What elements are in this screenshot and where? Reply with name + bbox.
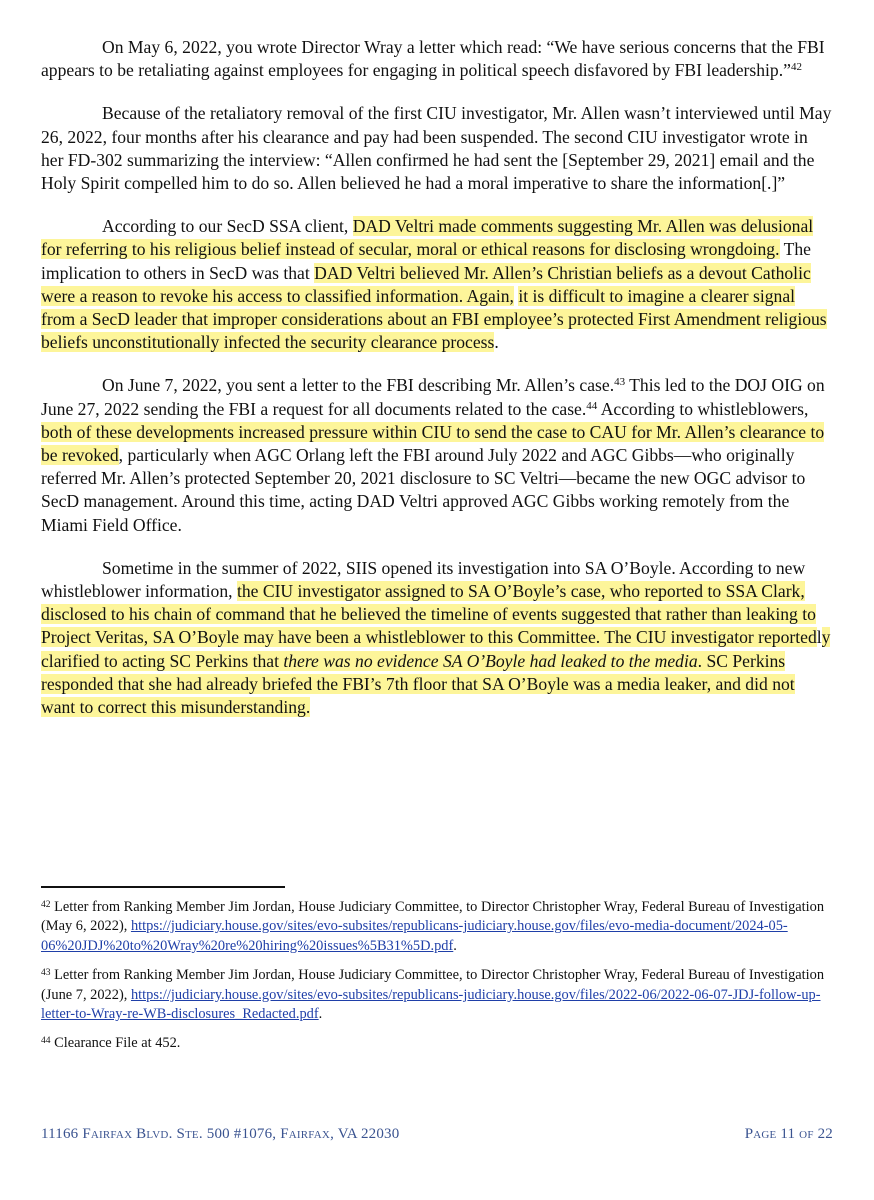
highlighted-text: y clarified to acting SC Perkins that — [41, 627, 831, 671]
footnotes — [41, 898, 833, 1064]
footnote-ref-42[interactable]: 42 — [790, 61, 802, 74]
footnote-text: Clearance File at 452. — [54, 1035, 181, 1052]
highlighted-text: DAD Veltri believed Mr. Allen’s Christian beliefs as a devout Catholic were a reason to revoke his access to classified information. Again, — [41, 262, 811, 306]
footnote-number: 44 — [41, 1036, 51, 1047]
footnote-ref-44[interactable]: 44 — [586, 399, 598, 412]
footnote-42 — [41, 898, 833, 956]
footnote-number: 43 — [41, 968, 51, 979]
highlighted-text: . SC Perkins responded that she had already briefed the FBI’s 7th floor that SA O’Boyle was a media leaker, and did not want to correct this misunderstanding. — [41, 650, 795, 718]
paragraph-text: The implication to others in SecD was that — [41, 239, 811, 283]
footnote-ref-43[interactable]: 43 — [614, 376, 626, 389]
paragraph-june-7-letter — [41, 374, 833, 536]
paragraph-veltri-comments — [41, 215, 833, 354]
footnote-number: 42 — [41, 900, 51, 910]
highlighted-text: the CIU investigator assigned to SA O’Boyle’s case, who reported to SSA Clark, disclosed to his chain of command that he believed the timeline of events suggested that rather than leaking to Project Veritas, SA O’Boyle may have been a whistleblower to this Committee. The CIU investigator reported — [41, 581, 817, 648]
paragraph-text: On May 6, 2022, you wrote Director Wray a letter which read: “We have serious concerns that the FBI appears to be retaliating against employees for engaging in political speech disfavored by FBI leadership.” — [41, 37, 825, 81]
paragraph-text: This led to the DOJ OIG on June 27, 2022 sending the FBI a request for all documents related to the case. — [41, 375, 825, 419]
paragraph-text: According to our SecD SSA client, — [102, 216, 353, 237]
footnote-link[interactable]: https://judiciary.house.gov/sites/evo-subsites/republicans-judiciary.house.gov/files/2022-06/2022-06-07-JDJ-follow-up-letter-to-Wray-re-WB-disclosures_Redacted.pdf — [41, 986, 821, 1023]
paragraph-text: l — [816, 627, 822, 648]
paragraph-text: . — [494, 332, 499, 353]
highlighted-text: it is difficult to imagine a clearer signal from a SecD leader that improper considerations about an FBI employee’s protected First Amendment religious beliefs unconstitutionally infected the security clearance process — [41, 285, 827, 353]
paragraph-text: On June 7, 2022, you sent a letter to the FBI describing Mr. Allen’s case. — [102, 375, 615, 396]
footnote-divider — [41, 886, 285, 888]
footnote-text: Letter from Ranking Member Jim Jordan, House Judiciary Committee, to Director Christopher Wray, Federal Bureau of Investigation (May 6, 2022), — [41, 899, 825, 935]
paragraph-text: Sometime in the summer of 2022, SIIS opened its investigation into SA O’Boyle. According to new whistleblower information, — [41, 557, 806, 602]
footnote-link[interactable]: https://judiciary.house.gov/sites/evo-subsites/republicans-judiciary.house.gov/files/evo-media-document/2024-05-06%20JDJ%20to%20Wray%20re%20hiring%20issues%5B31%5D.pdf — [41, 918, 788, 954]
page-number: Page 11 of 22 — [744, 1126, 833, 1142]
highlighted-italic-text: there was no evidence SA O’Boyle had leaked to the media — [283, 650, 698, 671]
paragraph-allen-interview — [41, 102, 833, 195]
page-footer — [41, 1126, 833, 1143]
paragraph-text: , particularly when AGC Orlang left the FBI around July 2022 and AGC Gibbs—who originally referred Mr. Allen’s protected September 20, 2021 disclosure to SC Veltri—became the new OGC advisor to SecD management. Around this time, acting DAD Veltri approved AGC Gibbs working remotely from the Miami Field Office. — [41, 445, 806, 535]
document-body — [41, 36, 833, 739]
paragraph-text: According to whistleblowers, — [597, 398, 809, 419]
paragraph-text: Because of the retaliatory removal of the first CIU investigator, Mr. Allen wasn’t interviewed until May 26, 2022, four months after his clearance and pay had been suspended. The second CIU investigator wrote in her FD-302 summarizing the interview: “Allen confirmed he had sent the [September 29, 2021] email and the Holy Spirit compelled him to do so. Allen believed he had a moral imperative to share the information[.]” — [41, 103, 832, 194]
highlighted-text: DAD Veltri made comments suggesting Mr. Allen was delusional for referring to his religious belief instead of secular, moral or ethical reasons for disclosing wrongdoing. — [41, 216, 814, 260]
footer-address: 11166 Fairfax Blvd. Ste. 500 #1076, Fairfax, VA 22030 — [41, 1126, 400, 1142]
footnote-end: . — [318, 1006, 323, 1023]
highlighted-text: both of these developments increased pressure within CIU to send the case to CAU for Mr. Allen’s clearance to be revoked — [41, 421, 825, 466]
paragraph-may-6-letter — [41, 36, 833, 82]
footnote-43 — [41, 966, 833, 1024]
paragraph-siis-investigation — [41, 557, 833, 719]
footnote-end: . — [453, 937, 457, 954]
footnote-text: Letter from Ranking Member Jim Jordan, House Judiciary Committee, to Director Christopher Wray, Federal Bureau of Investigation (June 7, 2022), — [41, 967, 825, 1003]
footnote-44 — [41, 1034, 833, 1053]
